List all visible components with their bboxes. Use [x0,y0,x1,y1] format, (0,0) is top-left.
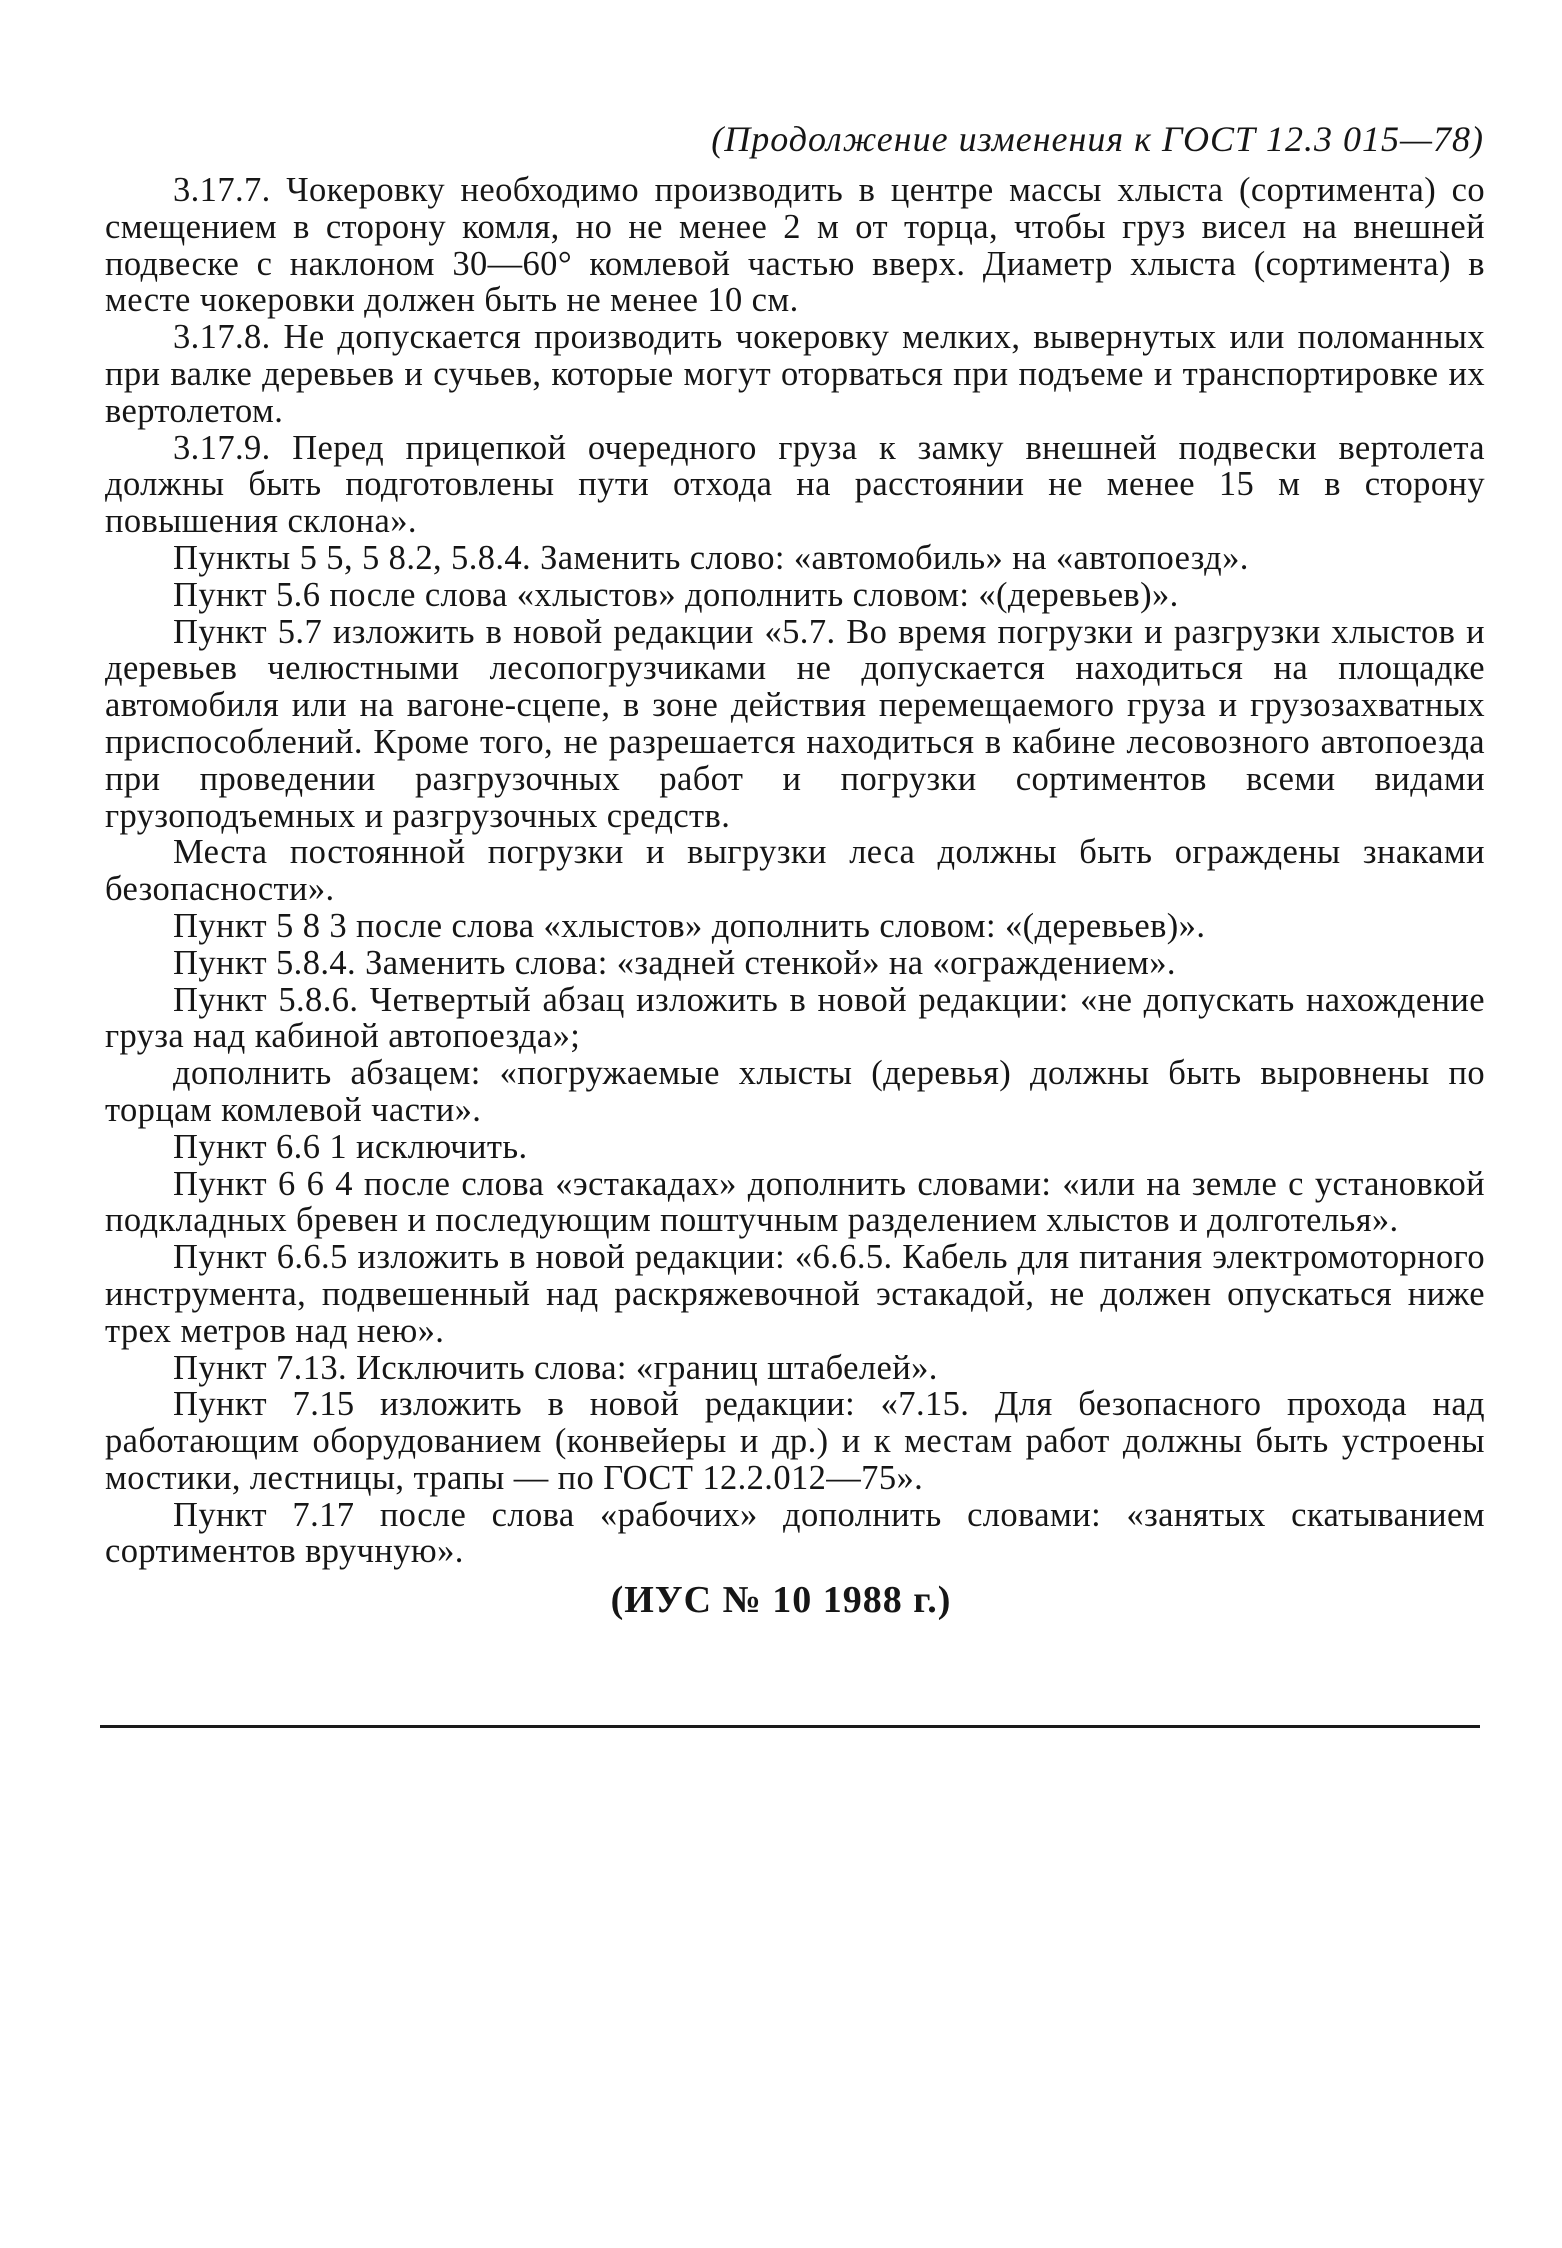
source-note: (ИУС № 10 1988 г.) [610,1579,952,1621]
paragraph-3-17-7: 3.17.7. Чокеровку необходимо производить в центре массы хлыста (сортимента) со смещением в сторону комля, но не менее 2 м от торца, чтобы груз висел на внешней подвеске с наклоном 30—60° комлевой частью вверх. Диаметр хлыста (сортимента) в месте чокеровки должен быть не менее 10 см. [105,171,1485,320]
paragraph-3-17-8: 3.17.8. Не допускается производить чокеровку мелких, вывернутых или поломанных при валке деревьев и сучьев, которые могут оторваться при подъеме и транспортировке их вертолетом. [105,318,1485,430]
paragraph-5-8-6: Пункт 5.8.6. Четвертый абзац изложить в новой редакции: «не допускать нахождение груза над кабиной автопоезда»; [105,980,1485,1056]
continuation-header: (Продолжение изменения к ГОСТ 12.3 015—78) [711,119,1484,159]
paragraph-5-8-3: Пункт 5 8 3 после слова «хлыстов» дополнить словом: «(деревьев)». [173,906,1206,945]
paragraph-5-7: Пункт 5.7 изложить в новой редакции «5.7. Во время погрузки и разгрузки хлыстов и деревьев челюстными лесопогрузчиками не допускается находиться на площадке автомобиля или на вагоне-сцепе, в зоне действия перемещаемого груза и грузозахватных приспособлений. Кроме того, не разрешается находиться в кабине лесовозного автопоезда при проведении разгрузочных работ и погрузки сортиментов всеми видами грузоподъемных и разгрузочных средств. [105,612,1485,835]
paragraph-5-5: Пункты 5 5, 5 8.2, 5.8.4. Заменить слово: «автомобиль» на «автопоезд». [173,538,1249,577]
paragraph-5-8-4: Пункт 5.8.4. Заменить слова: «задней стенкой» на «ограждением». [173,943,1176,982]
paragraph-7-17: Пункт 7.17 после слова «рабочих» дополнить словами: «занятых скатыванием сортиментов вручную». [105,1495,1485,1571]
paragraph-6-6-1: Пункт 6.6 1 исключить. [173,1127,528,1166]
paragraph-5-6: Пункт 5.6 после слова «хлыстов» дополнить словом: «(деревьев)». [173,575,1179,614]
paragraph-5-7-continued: Места постоянной погрузки и выгрузки леса должны быть ограждены знаками безопасности». [105,833,1485,909]
paragraph-6-6-4: Пункт 6 6 4 после слова «эстакадах» дополнить словами: «или на земле с установкой подкладных бревен и последующим поштучным разделением хлыстов и долготелья». [105,1164,1485,1240]
paragraph-6-6-5: Пункт 6.6.5 изложить в новой редакции: «6.6.5. Кабель для питания электромоторного инструмента, подвешенный над раскряжевочной эстакадой, не должен опускаться ниже трех метров над нею». [105,1238,1485,1350]
paragraph-7-15: Пункт 7.15 изложить в новой редакции: «7.15. Для безопасного прохода над работающим оборудованием (конвейеры и др.) и к местам работ должны быть устроены мостики, лестницы, трапы — по ГОСТ 12.2.012—75». [105,1385,1485,1497]
paragraph-5-8-6-addition: дополнить абзацем: «погружаемые хлысты (деревья) должны быть выровнены по торцам комлевой части». [105,1054,1485,1129]
paragraph-7-13: Пункт 7.13. Исключить слова: «границ штабелей». [173,1348,938,1387]
horizontal-rule [100,1725,1480,1728]
paragraph-3-17-9: 3.17.9. Перед прицепкой очередного груза к замку внешней подвески вертолета должны быть подготовлены пути отхода на расстоянии не менее 15 м в сторону повышения склона». [105,428,1485,541]
amendment-body [105,172,1485,1570]
